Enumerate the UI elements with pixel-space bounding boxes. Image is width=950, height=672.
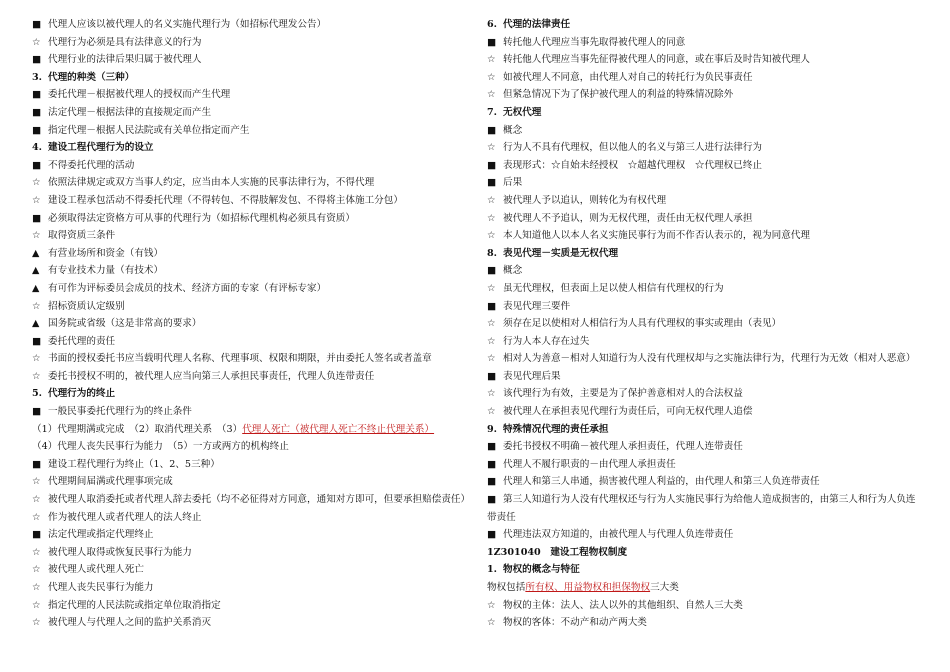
text-line xyxy=(32,526,472,544)
text-line xyxy=(487,315,923,333)
line-text: 表见代理后果 xyxy=(503,370,561,382)
bullet-icon: ☆ xyxy=(32,617,41,629)
text-line xyxy=(32,438,472,456)
text-line xyxy=(487,227,923,245)
text-line xyxy=(487,579,923,597)
line-text: 被代理人与代理人之间的监护关系消灭 xyxy=(48,617,212,629)
line-text: 法定代理－根据法律的直接规定而产生 xyxy=(48,106,212,118)
text-line xyxy=(32,561,472,579)
bullet-icon: ☆ xyxy=(32,300,41,312)
bullet-icon: ■ xyxy=(487,529,497,541)
line-text: 代理人应该以被代理人的名义实施代理行为（如招标代理发公告） xyxy=(48,19,327,30)
text-line xyxy=(32,51,472,69)
line-text: 如被代理人不同意，由代理人对自己的转托行为负民事责任 xyxy=(503,71,753,83)
bullet-icon: ■ xyxy=(487,124,497,136)
line-text: 表见代理三要件 xyxy=(503,300,571,312)
bullet-icon: ■ xyxy=(32,89,42,101)
bullet-icon: 1. xyxy=(487,564,498,576)
text-line xyxy=(487,403,923,421)
section-heading xyxy=(487,245,923,263)
text-line xyxy=(487,491,923,526)
line-text: 概念 xyxy=(503,265,523,277)
text-line xyxy=(487,333,923,351)
line-text: 委托代理的责任 xyxy=(48,335,116,347)
section-heading xyxy=(32,69,472,87)
bullet-icon: ☆ xyxy=(487,335,496,347)
bullet-icon: 8. xyxy=(487,247,498,259)
text-line xyxy=(32,491,472,509)
text-line xyxy=(32,350,472,368)
text-line xyxy=(32,473,472,491)
section-heading xyxy=(32,139,472,157)
text-line xyxy=(487,280,923,298)
text-line xyxy=(32,192,472,210)
text-line xyxy=(32,227,472,245)
line-text: 被代理人在承担表见代理行为责任后，可向无权代理人追偿 xyxy=(503,406,753,418)
bullet-icon: ▲ xyxy=(32,265,40,277)
text-line xyxy=(32,544,472,562)
line-text: 代理行为的终止 xyxy=(48,388,116,400)
line-text: 代理的法律责任 xyxy=(503,19,571,30)
text-line xyxy=(487,157,923,175)
bullet-icon: ■ xyxy=(487,177,497,189)
bullet-icon: ☆ xyxy=(487,212,496,224)
line-text: 书面的授权委托书应当载明代理人名称、代理事项、权限和期限，并由委托人签名或者盖章 xyxy=(48,353,432,365)
line-text: 建设工程承包活动不得委托代理（不得转包、不得肢解发包、不得将主体施工分包） xyxy=(48,194,403,206)
line-text: 取得资质三条件 xyxy=(48,230,116,242)
bullet-icon: 7. xyxy=(487,106,498,118)
bullet-icon: ☆ xyxy=(32,582,41,593)
text-line xyxy=(487,473,923,491)
line-text: 依照法律规定或双方当事人约定，应当由本人实施的民事法律行为，不得代理 xyxy=(48,177,375,189)
text-line xyxy=(32,368,472,386)
section-heading xyxy=(32,385,472,403)
text-line xyxy=(487,597,923,615)
text-line xyxy=(487,350,923,368)
bullet-icon: ■ xyxy=(32,124,42,136)
line-text: 相对人为善意－相对人知道行为人没有代理权却与之实施法律行为，代理行为无效（相对人恶意） xyxy=(503,353,916,365)
line-text: 表现形式：☆自始未经授权 ☆超越代理权 ☆代理权已终止 xyxy=(503,159,763,171)
line-text: 必须取得法定资格方可从事的代理行为（如招标代理机构必须具有资质） xyxy=(48,212,355,224)
text-line xyxy=(487,192,923,210)
section-heading xyxy=(487,16,923,34)
text-line xyxy=(32,174,472,192)
text-line xyxy=(487,614,923,632)
text-line xyxy=(32,122,472,140)
line-text: 委托书授权不明确－被代理人承担责任，代理人连带责任 xyxy=(503,441,743,453)
text-line xyxy=(32,403,472,421)
left-column xyxy=(32,16,472,632)
text-line xyxy=(487,262,923,280)
line-text: 委托书授权不明的，被代理人应当向第三人承担民事责任，代理人负连带责任 xyxy=(48,370,375,382)
text-line xyxy=(32,104,472,122)
bullet-icon: ☆ xyxy=(487,89,496,101)
bullet-icon: ☆ xyxy=(487,318,496,330)
text-line xyxy=(487,368,923,386)
line-text: 物权包括 xyxy=(487,582,526,593)
text-line xyxy=(487,34,923,52)
bullet-icon: ☆ xyxy=(32,476,41,488)
bullet-icon: ☆ xyxy=(487,599,496,611)
line-text: 作为被代理人或者代理人的法人终止 xyxy=(48,511,202,523)
line-text: 后果 xyxy=(503,177,523,189)
text-line xyxy=(487,298,923,316)
line-text: 概念 xyxy=(503,124,523,136)
bullet-icon: ▲ xyxy=(32,318,40,330)
bullet-icon: ☆ xyxy=(487,230,496,242)
bullet-icon: ■ xyxy=(32,159,42,171)
line-text: 法定代理或指定代理终止 xyxy=(48,529,154,541)
line-text: 指定代理－根据人民法院或有关单位指定而产生 xyxy=(48,124,250,136)
line-text: 物权的概念与特征 xyxy=(503,564,580,576)
bullet-icon: ▲ xyxy=(32,247,40,259)
text-line xyxy=(32,579,472,597)
bullet-icon: ■ xyxy=(32,406,42,418)
line-text: 建设工程代理行为的设立 xyxy=(48,142,154,154)
bullet-icon: ☆ xyxy=(32,177,41,189)
line-text: 有专业技术力量（有技术） xyxy=(48,265,164,277)
text-line xyxy=(487,438,923,456)
line-text: 代理的种类（三种） xyxy=(48,71,135,83)
bullet-icon: ■ xyxy=(32,335,42,347)
line-text: 代理期间届满或代理事项完成 xyxy=(48,476,173,488)
line-text: 不得委托代理的活动 xyxy=(48,159,135,171)
line-text: 建设工程代理行为终止（1、2、5三种） xyxy=(48,458,220,470)
text-line xyxy=(32,421,472,439)
bullet-icon: ☆ xyxy=(32,36,41,48)
line-text-tail: 三大类 xyxy=(650,582,679,593)
line-text: 转托他人代理应当事先取得被代理人的同意 xyxy=(503,36,686,48)
bullet-icon: ☆ xyxy=(32,511,41,523)
bullet-icon: ☆ xyxy=(32,494,41,506)
text-line xyxy=(32,280,472,298)
bullet-icon: ☆ xyxy=(487,142,496,154)
bullet-icon: 6. xyxy=(487,19,498,30)
text-line xyxy=(32,262,472,280)
text-line xyxy=(32,34,472,52)
line-text: 特殊情况代理的责任承担 xyxy=(503,423,609,435)
text-line xyxy=(32,315,472,333)
bullet-icon: ■ xyxy=(32,19,42,30)
bullet-icon: ■ xyxy=(32,54,42,66)
bullet-icon: 4. xyxy=(32,142,43,154)
line-text: 物权的客体：不动产和动产两大类 xyxy=(503,617,647,629)
highlighted-text: 代理人死亡（被代理人死亡不终止代理关系） xyxy=(242,423,435,435)
line-text: 有可作为评标委员会成员的技术、经济方面的专家（有评标专家） xyxy=(48,282,327,294)
text-line xyxy=(487,174,923,192)
section-heading xyxy=(487,104,923,122)
bullet-icon: ■ xyxy=(32,212,42,224)
line-text: 被代理人取消委托或者代理人辞去委托（均不必征得对方同意，通知对方即可，但要承担赔偿责任） xyxy=(48,494,471,506)
highlighted-text: 所有权、用益物权和担保物权 xyxy=(525,582,651,593)
bullet-icon: ☆ xyxy=(487,54,496,66)
section-heading xyxy=(487,421,923,439)
bullet-icon: ☆ xyxy=(487,353,496,365)
bullet-icon: ☆ xyxy=(487,406,496,418)
bullet-icon: ▲ xyxy=(32,282,40,294)
bullet-icon: ☆ xyxy=(32,599,41,611)
text-line xyxy=(32,245,472,263)
text-line xyxy=(32,16,472,34)
bullet-icon: ☆ xyxy=(487,617,496,629)
bullet-icon: ■ xyxy=(487,441,497,453)
bullet-icon: 3. xyxy=(32,71,43,83)
line-text: 代理行为必须是具有法律意义的行为 xyxy=(48,36,202,48)
line-text: 代理人不履行职责的－由代理人承担责任 xyxy=(503,458,676,470)
bullet-icon: ☆ xyxy=(32,564,41,576)
bullet-icon: ■ xyxy=(32,458,42,470)
bullet-icon: ☆ xyxy=(32,194,41,206)
bullet-icon: ■ xyxy=(487,159,497,171)
line-text: 有营业场所和资金（有钱） xyxy=(48,247,164,259)
bullet-icon: ☆ xyxy=(32,353,41,365)
bullet-icon: ☆ xyxy=(32,230,41,242)
line-text: 行为人本人存在过失 xyxy=(503,335,590,347)
line-text: 1Z301040 建设工程物权制度 xyxy=(487,546,628,558)
line-text: 行为人不具有代理权，但以他人的名义与第三人进行法律行为 xyxy=(503,142,763,154)
text-line xyxy=(487,526,923,544)
text-line xyxy=(487,69,923,87)
line-text: 代理人和第三人串通，损害被代理人利益的，由代理人和第三人负连带责任 xyxy=(503,476,820,488)
bullet-icon: ☆ xyxy=(487,71,496,83)
text-line xyxy=(32,509,472,527)
text-line xyxy=(32,86,472,104)
line-text: （1）代理期满或完成 （2）取消代理关系 （3） xyxy=(32,423,243,435)
bullet-icon: ■ xyxy=(487,370,497,382)
line-text: 代理行业的法律后果归属于被代理人 xyxy=(48,54,202,66)
line-text: 委托代理－根据被代理人的授权而产生代理 xyxy=(48,89,231,101)
section-heading xyxy=(487,544,923,562)
bullet-icon: ☆ xyxy=(487,194,496,206)
line-text: 物权的主体：法人、法人以外的其他组织、自然人三大类 xyxy=(503,599,743,611)
bullet-icon: ■ xyxy=(32,529,42,541)
line-text: 一般民事委托代理行为的终止条件 xyxy=(48,406,192,418)
bullet-icon: ■ xyxy=(487,494,497,506)
text-line xyxy=(32,614,472,632)
bullet-icon: 5. xyxy=(32,388,43,400)
bullet-icon: ■ xyxy=(487,36,497,48)
line-text: 代理违法双方知道的，由被代理人与代理人负连带责任 xyxy=(503,529,734,541)
bullet-icon: 9. xyxy=(487,423,498,435)
section-heading xyxy=(487,561,923,579)
line-text: 被代理人或代理人死亡 xyxy=(48,564,144,576)
line-text: 被代理人不予追认，则为无权代理，责任由无权代理人承担 xyxy=(503,212,753,224)
line-text: 但紧急情况下为了保护被代理人的利益的特殊情况除外 xyxy=(503,89,734,101)
bullet-icon: ■ xyxy=(487,265,497,277)
text-line xyxy=(487,385,923,403)
text-line xyxy=(487,51,923,69)
line-text: 指定代理的人民法院或指定单位取消指定 xyxy=(48,599,221,611)
line-text: 表见代理－实质是无权代理 xyxy=(503,247,619,259)
line-text: 国务院或省级（这是非常高的要求） xyxy=(48,318,202,330)
line-text: （4）代理人丧失民事行为能力 （5）一方或两方的机构终止 xyxy=(32,441,289,453)
bullet-icon: ☆ xyxy=(32,546,41,558)
text-line xyxy=(32,298,472,316)
bullet-icon: ■ xyxy=(32,106,42,118)
bullet-icon: ☆ xyxy=(32,370,41,382)
bullet-icon: ■ xyxy=(487,300,497,312)
text-line xyxy=(487,456,923,474)
text-line xyxy=(32,157,472,175)
text-line xyxy=(32,333,472,351)
text-line xyxy=(32,597,472,615)
bullet-icon: ■ xyxy=(487,458,497,470)
line-text: 被代理人予以追认，则转化为有权代理 xyxy=(503,194,667,206)
text-line xyxy=(32,210,472,228)
line-text: 第三人知道行为人没有代理权还与行为人实施民事行为给他人造成损害的，由第三人和行为人负连带责任 xyxy=(487,494,916,523)
line-text: 被代理人取得或恢复民事行为能力 xyxy=(48,546,192,558)
line-text: 招标资质认定级别 xyxy=(48,300,125,312)
text-line xyxy=(32,456,472,474)
bullet-icon: ☆ xyxy=(487,282,496,294)
line-text: 虽无代理权，但表面上足以使人相信有代理权的行为 xyxy=(503,282,724,294)
text-line xyxy=(487,122,923,140)
text-line xyxy=(487,86,923,104)
line-text: 无权代理 xyxy=(503,106,542,118)
line-text: 该代理行为有效，主要是为了保护善意相对人的合法权益 xyxy=(503,388,743,400)
text-line xyxy=(487,210,923,228)
line-text: 须存在足以使相对人相信行为人具有代理权的事实或理由（表见） xyxy=(503,318,782,330)
right-column xyxy=(487,16,923,632)
bullet-icon: ☆ xyxy=(487,388,496,400)
line-text: 代理人丧失民事行为能力 xyxy=(48,582,154,593)
bullet-icon: ■ xyxy=(487,476,497,488)
line-text: 转托他人代理应当事先征得被代理人的同意，或在事后及时告知被代理人 xyxy=(503,54,810,66)
text-line xyxy=(487,139,923,157)
line-text: 本人知道他人以本人名义实施民事行为而不作否认表示的，视为同意代理 xyxy=(503,230,810,242)
